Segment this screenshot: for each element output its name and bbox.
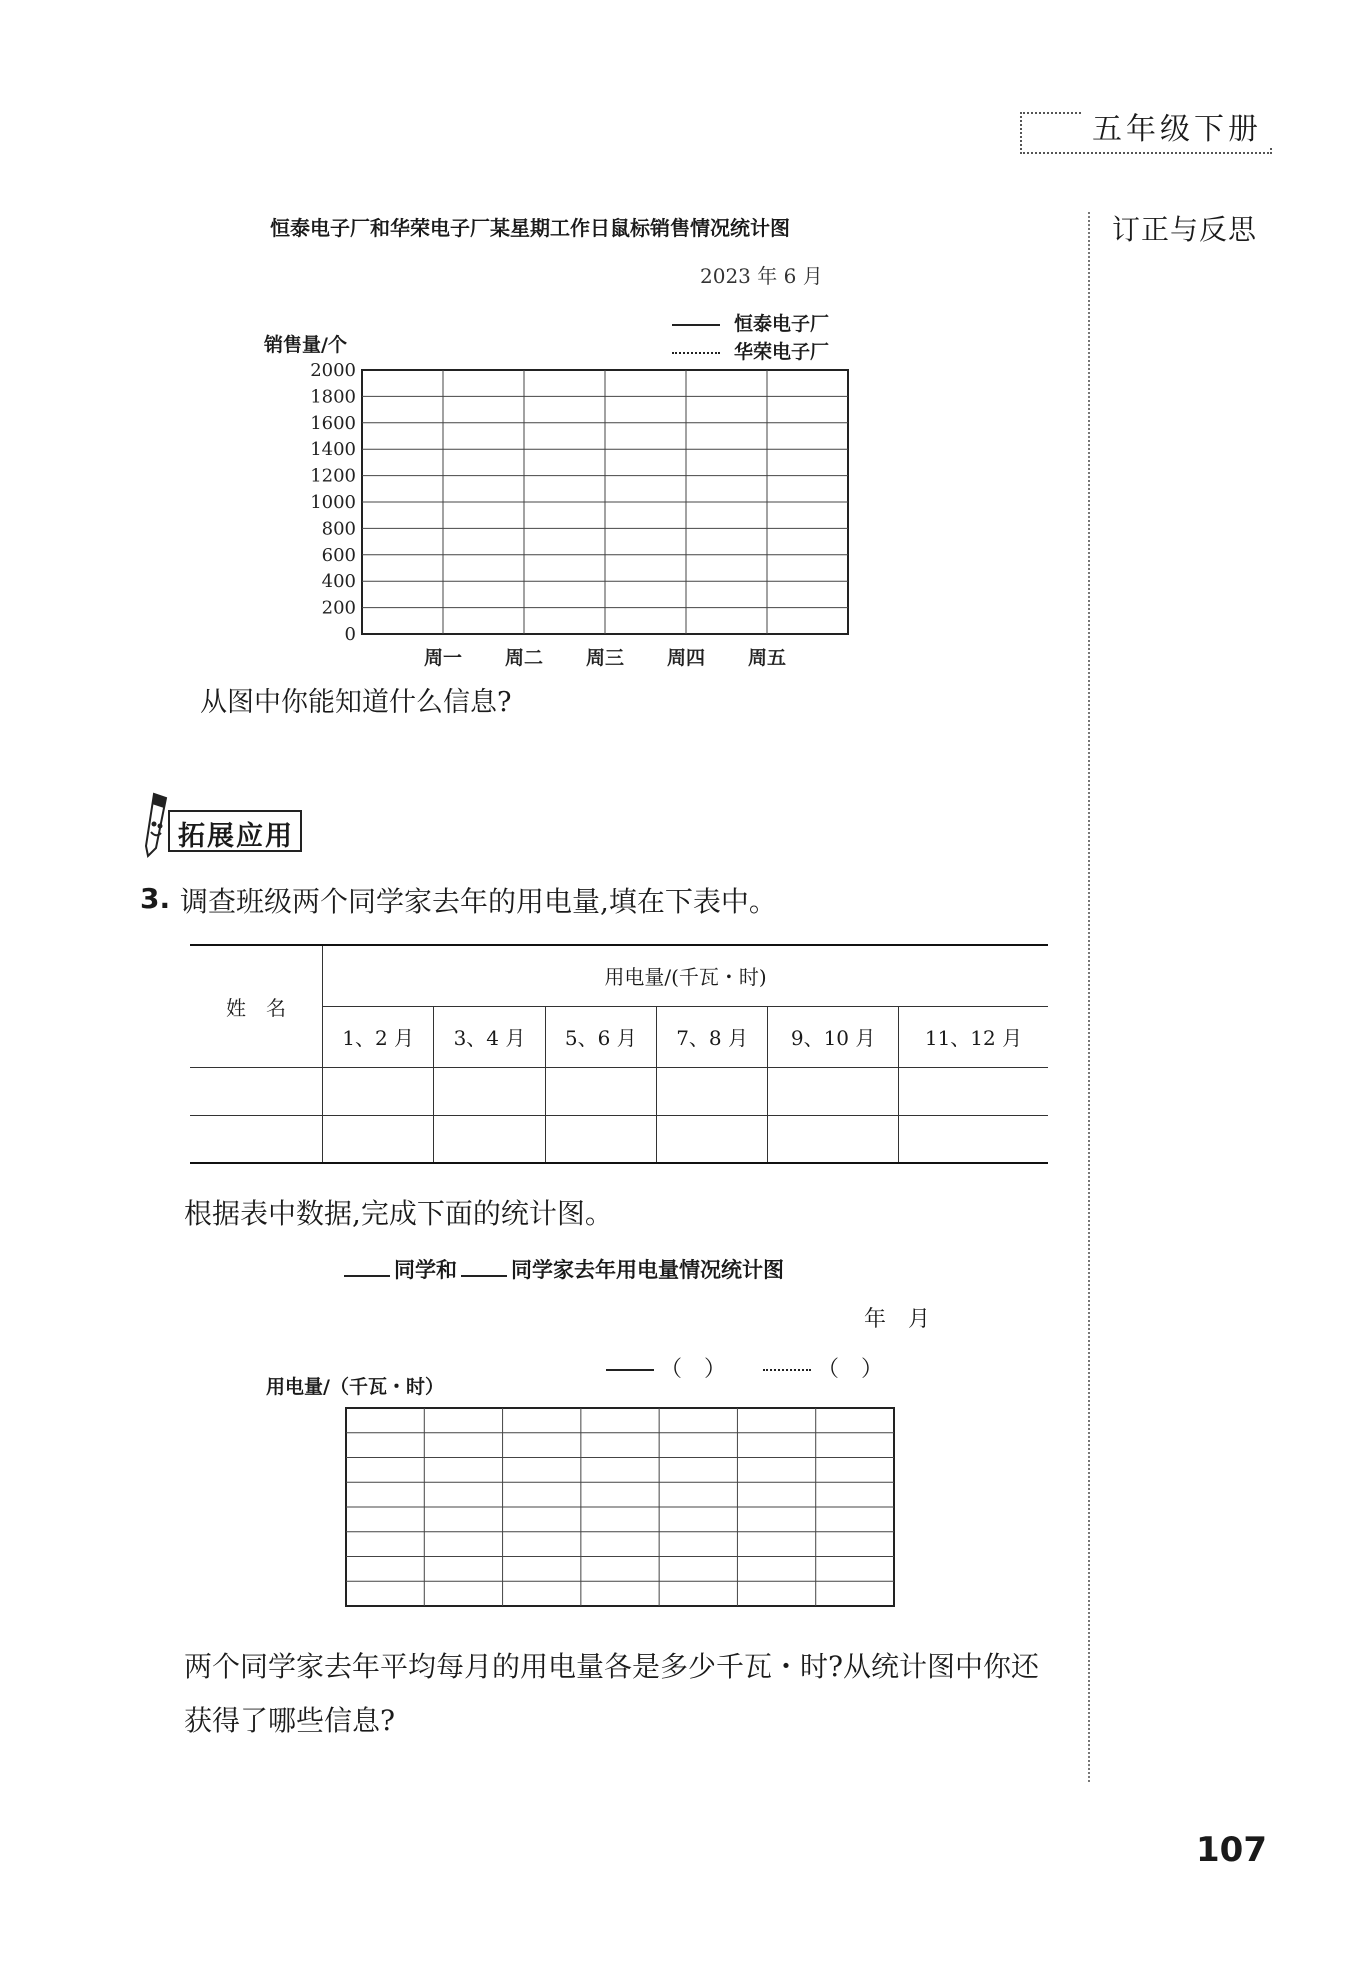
table-cell[interactable] <box>434 1067 545 1115</box>
y-tick-label: 1400 <box>310 439 356 461</box>
x-tick-label: 周四 <box>666 647 706 669</box>
legend-item-solid <box>672 310 829 338</box>
y-tick-label: 800 <box>321 518 356 540</box>
column-header: 5、6 月 <box>545 1006 656 1067</box>
table-cell[interactable] <box>656 1067 767 1115</box>
table-cell[interactable] <box>190 1115 323 1163</box>
y-tick-label: 400 <box>321 571 356 593</box>
title-part: 同学家去年用电量情况统计图 <box>511 1258 784 1282</box>
y-tick-label: 1800 <box>310 386 356 408</box>
table-cell[interactable] <box>323 1115 434 1163</box>
final-question: 两个同学家去年平均每月的用电量各是多少千瓦・时?从统计图中你还获得了哪些信息? <box>184 1650 1040 1737</box>
electricity-group-header: 用电量/(千瓦・时) <box>323 945 1049 1006</box>
instruction-text: 根据表中数据,完成下面的统计图。 <box>184 1197 613 1230</box>
grade-label: 五年级下册 <box>1082 104 1272 148</box>
question-number: 3. <box>140 882 171 915</box>
chart1-plot <box>300 360 860 680</box>
chart2-grid <box>344 1406 898 1610</box>
y-tick-label: 2000 <box>310 360 356 381</box>
page-number: 107 <box>1196 1830 1267 1870</box>
column-header: 7、8 月 <box>656 1006 767 1067</box>
legend-dotted-line-icon <box>672 352 720 354</box>
title-blank[interactable] <box>344 1257 390 1277</box>
y-tick-label: 600 <box>321 544 356 566</box>
table-cell[interactable] <box>190 1067 323 1115</box>
table-cell[interactable] <box>656 1115 767 1163</box>
chart2-legend <box>606 1352 883 1383</box>
section-banner: 拓展应用 <box>178 821 294 852</box>
legend-blank[interactable]: （ ） <box>660 1357 727 1382</box>
column-header: 1、2 月 <box>323 1006 434 1067</box>
question-text: 调查班级两个同学家去年的用电量,填在下表中。 <box>180 885 777 918</box>
table-row <box>190 1067 1048 1115</box>
legend-blank[interactable]: （ ） <box>817 1357 884 1382</box>
chart1-question: 从图中你能知道什么信息? <box>200 687 512 718</box>
legend-label: 恒泰电子厂 <box>734 313 830 335</box>
table-cell[interactable] <box>899 1115 1049 1163</box>
column-header: 3、4 月 <box>434 1006 545 1067</box>
legend-dotted-line-icon <box>763 1369 811 1371</box>
title-part: 同学和 <box>394 1258 457 1282</box>
electricity-table <box>190 944 1048 1164</box>
table-cell[interactable] <box>545 1067 656 1115</box>
legend-label: 华荣电子厂 <box>734 341 830 363</box>
legend-solid-line-icon <box>672 324 720 326</box>
y-tick-label: 1000 <box>310 492 356 513</box>
chart2-date: 年 月 <box>864 1307 931 1332</box>
table-cell[interactable] <box>545 1115 656 1163</box>
legend-solid-line-icon <box>606 1369 654 1371</box>
margin-divider <box>1088 212 1090 1782</box>
y-tick-label: 1200 <box>310 465 356 487</box>
column-header: 11、12 月 <box>899 1006 1049 1067</box>
x-tick-label: 周五 <box>747 647 787 669</box>
name-header: 姓 名 <box>190 945 323 1067</box>
table-cell[interactable] <box>323 1067 434 1115</box>
x-tick-label: 周一 <box>423 647 463 669</box>
y-tick-label: 0 <box>344 624 356 645</box>
table-cell[interactable] <box>768 1067 899 1115</box>
x-tick-label: 周二 <box>504 647 544 669</box>
column-header: 9、10 月 <box>768 1006 899 1067</box>
chart2-y-axis-label: 用电量/（千瓦・时） <box>266 1376 444 1398</box>
table-row <box>190 1115 1048 1163</box>
chart2-title <box>340 1254 784 1284</box>
table-cell[interactable] <box>434 1115 545 1163</box>
x-tick-label: 周三 <box>585 647 625 669</box>
chart1-title: 恒泰电子厂和华荣电子厂某星期工作日鼠标销售情况统计图 <box>270 216 790 240</box>
table-cell[interactable] <box>768 1115 899 1163</box>
y-tick-label: 1600 <box>310 412 356 434</box>
chart1-y-axis-label: 销售量/个 <box>264 334 347 356</box>
y-tick-label: 200 <box>321 597 356 619</box>
chart1-legend <box>672 310 829 366</box>
chart1-date: 2023 年 6 月 <box>700 264 823 288</box>
table-cell[interactable] <box>899 1067 1049 1115</box>
title-blank[interactable] <box>461 1257 507 1277</box>
margin-title: 订正与反思 <box>1112 213 1258 246</box>
